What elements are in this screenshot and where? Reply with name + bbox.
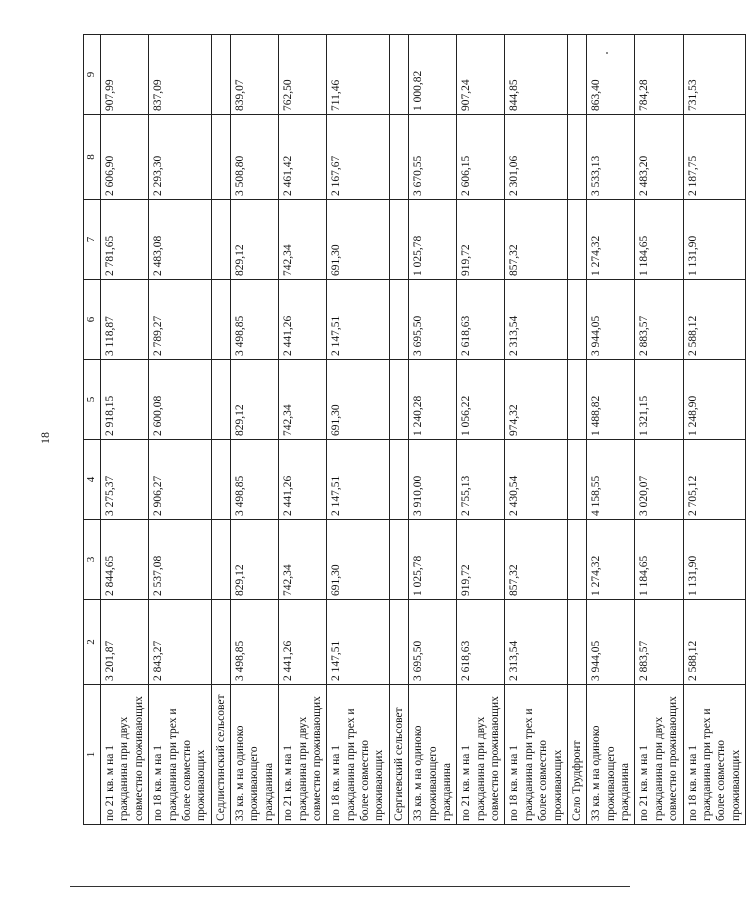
row-label: по 18 кв. м на 1 гражданина при трех и более совместно проживающих — [327, 685, 390, 825]
bottom-rule — [70, 886, 630, 887]
value-cell: 1 248,90 — [683, 360, 746, 440]
empty-cell — [567, 280, 586, 360]
value-cell: 2 705,12 — [683, 440, 746, 520]
value-cell: 3 201,87 — [101, 600, 149, 685]
value-cell: 2 187,75 — [683, 115, 746, 200]
value-cell: 3 020,07 — [635, 440, 683, 520]
empty-cell — [211, 360, 230, 440]
empty-cell — [389, 360, 408, 440]
header-cell: 5 — [84, 360, 101, 440]
value-cell: 1 025,78 — [409, 200, 457, 280]
empty-cell — [211, 280, 230, 360]
value-cell: 711,46 — [327, 35, 390, 115]
value-cell: 857,32 — [505, 520, 568, 600]
value-cell: 919,72 — [457, 520, 505, 600]
header-cell: 7 — [84, 200, 101, 280]
table-row — [587, 35, 635, 825]
header-row — [84, 35, 101, 825]
section-row — [567, 35, 586, 825]
table-row — [231, 35, 279, 825]
row-label: по 21 кв. м на 1 гражданина при двух совместно проживающих — [279, 685, 327, 825]
value-cell: 2 883,57 — [635, 600, 683, 685]
empty-cell — [567, 115, 586, 200]
value-cell: 1 488,82 — [587, 360, 635, 440]
table-row — [409, 35, 457, 825]
value-cell: 2 588,12 — [683, 280, 746, 360]
header-cell: 3 — [84, 520, 101, 600]
value-cell: 829,12 — [231, 360, 279, 440]
empty-cell — [389, 200, 408, 280]
value-cell: 1 000,82 — [409, 35, 457, 115]
empty-cell — [211, 440, 230, 520]
value-cell: 2 843,27 — [149, 600, 212, 685]
value-cell: 2 147,51 — [327, 280, 390, 360]
empty-cell — [389, 35, 408, 115]
header-cell: 8 — [84, 115, 101, 200]
value-cell: 2 618,63 — [457, 280, 505, 360]
header-cell: 1 — [84, 685, 101, 825]
value-cell: 2 430,54 — [505, 440, 568, 520]
section-row — [211, 35, 230, 825]
value-cell: 2 313,54 — [505, 280, 568, 360]
value-cell: 2 600,08 — [149, 360, 212, 440]
value-cell: 742,34 — [279, 520, 327, 600]
value-cell: 1 274,32 — [587, 200, 635, 280]
empty-cell — [567, 520, 586, 600]
empty-cell — [389, 600, 408, 685]
value-cell: 829,12 — [231, 200, 279, 280]
row-label: 33 кв. м на одиноко проживающего гражданина — [587, 685, 635, 825]
header-cell: 2 — [84, 600, 101, 685]
value-cell: 784,28 — [635, 35, 683, 115]
row-label: 33 кв. м на одиноко проживающего гражданина — [231, 685, 279, 825]
value-cell: 2 844,65 — [101, 520, 149, 600]
row-label: 33 кв. м на одиноко проживающего гражданина — [409, 685, 457, 825]
value-cell: 2 618,63 — [457, 600, 505, 685]
row-label: по 18 кв. м на 1 гражданина при трех и более совместно проживающих — [505, 685, 568, 825]
empty-cell — [211, 520, 230, 600]
value-cell: 2 293,30 — [149, 115, 212, 200]
value-cell: 2 588,12 — [683, 600, 746, 685]
value-cell: 2 483,08 — [149, 200, 212, 280]
value-cell: 863,40 — [587, 35, 635, 115]
value-cell: 2 313,54 — [505, 600, 568, 685]
value-cell: 3 944,05 — [587, 280, 635, 360]
section-label: Сергиевский сельсовет — [389, 685, 408, 825]
empty-cell — [567, 440, 586, 520]
value-cell: 3 695,50 — [409, 280, 457, 360]
value-cell: 1 184,65 — [635, 520, 683, 600]
value-cell: 3 118,87 — [101, 280, 149, 360]
header-cell: 9 — [84, 35, 101, 115]
section-row — [389, 35, 408, 825]
value-cell: 2 781,65 — [101, 200, 149, 280]
value-cell: 1 274,32 — [587, 520, 635, 600]
value-cell: 857,32 — [505, 200, 568, 280]
empty-cell — [211, 115, 230, 200]
value-cell: 691,30 — [327, 520, 390, 600]
value-cell: 3 508,80 — [231, 115, 279, 200]
value-cell: 2 441,26 — [279, 600, 327, 685]
row-label: по 21 кв. м на 1 гражданина при двух совместно проживающих — [457, 685, 505, 825]
value-cell: 2 441,26 — [279, 280, 327, 360]
header-cell: 4 — [84, 440, 101, 520]
table-row — [683, 35, 746, 825]
table-row — [505, 35, 568, 825]
table-row — [149, 35, 212, 825]
empty-cell — [389, 115, 408, 200]
value-cell: 3 275,37 — [101, 440, 149, 520]
value-cell: 1 025,78 — [409, 520, 457, 600]
value-cell: 3 670,55 — [409, 115, 457, 200]
table-row — [279, 35, 327, 825]
empty-cell — [389, 520, 408, 600]
value-cell: 3 944,05 — [587, 600, 635, 685]
value-cell: 3 695,50 — [409, 600, 457, 685]
value-cell: 3 498,85 — [231, 280, 279, 360]
value-cell: 907,24 — [457, 35, 505, 115]
value-cell: 2 147,51 — [327, 440, 390, 520]
table-row — [101, 35, 149, 825]
empty-cell — [567, 360, 586, 440]
value-cell: 839,07 — [231, 35, 279, 115]
section-label: Село Трудфронт — [567, 685, 586, 825]
value-cell: 1 184,65 — [635, 200, 683, 280]
table-row — [457, 35, 505, 825]
rotated-table-frame — [83, 35, 742, 825]
value-cell: 4 158,55 — [587, 440, 635, 520]
value-cell: 844,85 — [505, 35, 568, 115]
value-cell: 2 906,27 — [149, 440, 212, 520]
value-cell: 837,09 — [149, 35, 212, 115]
value-cell: 1 321,15 — [635, 360, 683, 440]
value-cell: 2 755,13 — [457, 440, 505, 520]
empty-cell — [567, 600, 586, 685]
value-cell: 1 240,28 — [409, 360, 457, 440]
page-number: 18 — [38, 432, 52, 444]
value-cell: 2 461,42 — [279, 115, 327, 200]
value-cell: 742,34 — [279, 200, 327, 280]
value-cell: 1 131,90 — [683, 520, 746, 600]
row-label: по 21 кв. м на 1 гражданина при двух совместно проживающих — [635, 685, 683, 825]
value-cell: 2 883,57 — [635, 280, 683, 360]
empty-cell — [211, 35, 230, 115]
value-cell: 3 498,85 — [231, 440, 279, 520]
value-cell: 2 147,51 — [327, 600, 390, 685]
table-row — [327, 35, 390, 825]
value-cell: 691,30 — [327, 200, 390, 280]
value-cell: 2 918,15 — [101, 360, 149, 440]
value-cell: 829,12 — [231, 520, 279, 600]
value-cell: 762,50 — [279, 35, 327, 115]
value-cell: 731,53 — [683, 35, 746, 115]
value-cell: 2 301,06 — [505, 115, 568, 200]
value-cell: 2 606,15 — [457, 115, 505, 200]
table-row — [635, 35, 683, 825]
tariff-table — [83, 34, 746, 825]
empty-cell — [211, 200, 230, 280]
empty-cell — [567, 35, 586, 115]
value-cell: 3 533,13 — [587, 115, 635, 200]
table-container — [83, 35, 742, 825]
value-cell: 3 910,00 — [409, 440, 457, 520]
table-body — [84, 35, 746, 825]
empty-cell — [389, 440, 408, 520]
section-label: Седлистинский сельсовет — [211, 685, 230, 825]
value-cell: 2 441,26 — [279, 440, 327, 520]
value-cell: 742,34 — [279, 360, 327, 440]
value-cell: 2 483,20 — [635, 115, 683, 200]
row-label: по 21 кв. м на 1 гражданина при двух совместно проживающих — [101, 685, 149, 825]
value-cell: 2 537,08 — [149, 520, 212, 600]
value-cell: 919,72 — [457, 200, 505, 280]
value-cell: 2 167,67 — [327, 115, 390, 200]
row-label: по 18 кв. м на 1 гражданина при трех и более совместно проживающих — [683, 685, 746, 825]
value-cell: 1 056,22 — [457, 360, 505, 440]
header-cell: 6 — [84, 280, 101, 360]
scan-speck — [606, 52, 608, 54]
empty-cell — [211, 600, 230, 685]
value-cell: 974,32 — [505, 360, 568, 440]
value-cell: 2 789,27 — [149, 280, 212, 360]
empty-cell — [567, 200, 586, 280]
value-cell: 1 131,90 — [683, 200, 746, 280]
value-cell: 691,30 — [327, 360, 390, 440]
empty-cell — [389, 280, 408, 360]
value-cell: 3 498,85 — [231, 600, 279, 685]
row-label: по 18 кв. м на 1 гражданина при трех и более совместно проживающих — [149, 685, 212, 825]
value-cell: 2 606,90 — [101, 115, 149, 200]
value-cell: 907,99 — [101, 35, 149, 115]
